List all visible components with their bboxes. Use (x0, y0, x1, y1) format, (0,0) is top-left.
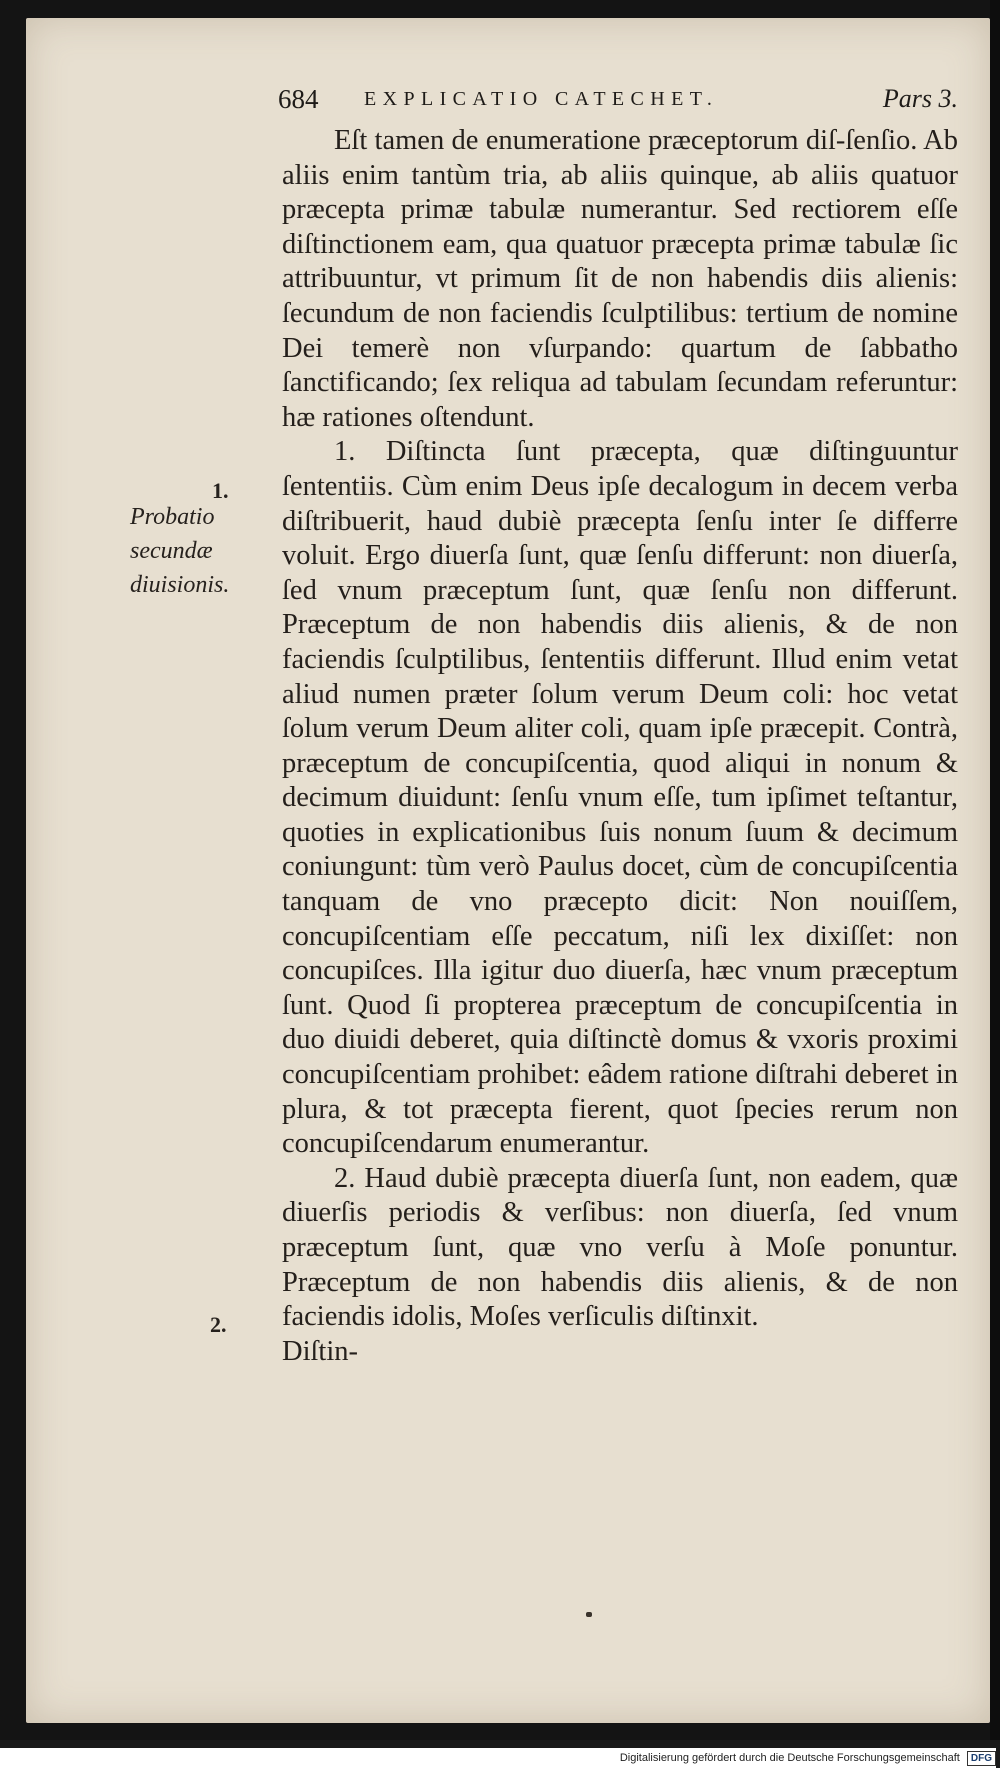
main-text (282, 124, 958, 1369)
margin-note-line: diuisionis. (130, 572, 230, 598)
margin-note-line: Probatio (130, 504, 215, 530)
margin-number-2: 2. (210, 1312, 227, 1337)
margin-number-1: 1. (212, 478, 229, 503)
scan-edge (990, 0, 1000, 1740)
page-number: 684 (278, 84, 319, 114)
paragraph-argument-2: 2. Haud dubiè præcepta diuerſa ſunt, non eadem, quæ diuerſis periodis & verſibus: non diuerſa, ſed vnum præceptum ſunt, quæ vno verſu à Moſe ponuntur. Præceptum de non habendis diis alienis, & de non faciendis idolis, Moſes verſiculis diſtinxit. (282, 1162, 958, 1333)
catchword: Diſtin- (282, 1335, 358, 1367)
footer-text: Digitalisierung gefördert durch die Deutsche Forschungsgemeinschaft (619, 1752, 960, 1764)
part-label: Pars 3. (882, 84, 958, 113)
running-title: EXPLICATIO CATECHET. (364, 88, 719, 110)
paragraph-intro: Eſt tamen de enumeratione præceptorum diſ-ſenſio. Ab aliis enim tantùm tria, ab aliis quinque, ab aliis quatuor præcepta primæ tabulæ numerantur. Sed rectiorem eſſe diſtinctionem eam, qua quatuor præcepta primæ tabulæ ſic attribuuntur, vt primum ſit de non habendis diis alienis: ſecundum de non faciendis ſculptilibus: tertium de nomine Dei temerè non vſurpando: quartum de ſabbatho ſanctificando; ſex reliqua ad tabulam ſecundam referuntur: hæ rationes oſtendunt. (282, 125, 958, 433)
margin-note-1 (130, 500, 270, 602)
ink-speck (586, 1612, 592, 1617)
paragraph-argument-1: 1. Diſtincta ſunt præcepta, quæ diſtinguuntur ſententiis. Cùm enim Deus ipſe decalogum in decem verba diſtribuerit, haud dubiè præcepta ſenſu inter ſe differre voluit. Ergo diuerſa ſunt, quæ ſenſu differunt: non diuerſa, ſed vnum præceptum ſunt, quæ ſenſu non differunt. Præceptum de non habendis diis alienis, & de non faciendis ſculptilibus, ſententiis differunt. Illud enim vetat aliud numen præter ſolum verum Deum coli: hoc vetat ſolum verum Deum aliter coli, quam ipſe præcepit. Contrà, præceptum de concupiſcentia, quod aliqui in nonum & decimum diuidunt: ſenſu vnum eſſe, tum ipſimet teſtantur, quoties in explicationibus ſuis nonum ſuum & decimum coniungunt: tùm verò Paulus docet, cùm de concupiſcentia tanquam de vno præcepto dicit: Non nouiſſem, concupiſcentiam eſſe peccatum, niſi lex dixiſſet: non concupiſces. Illa igitur duo diuerſa, hæc vnum præceptum ſunt. Quod ſi propterea præceptum de concupiſcentia in duo diuidi deberet, quia diſtinctè domus & vxoris proximi concupiſcentiam prohibet: eâdem ratione diſtrahi deberet in plura, & tot præcepta fierent, quot ſpecies rerum non concupiſcendarum enumerantur. (282, 436, 958, 1160)
margin-note-line: secundæ (130, 538, 213, 564)
digitization-footer (0, 1748, 996, 1768)
dfg-logo-icon: DFG (967, 1751, 996, 1766)
